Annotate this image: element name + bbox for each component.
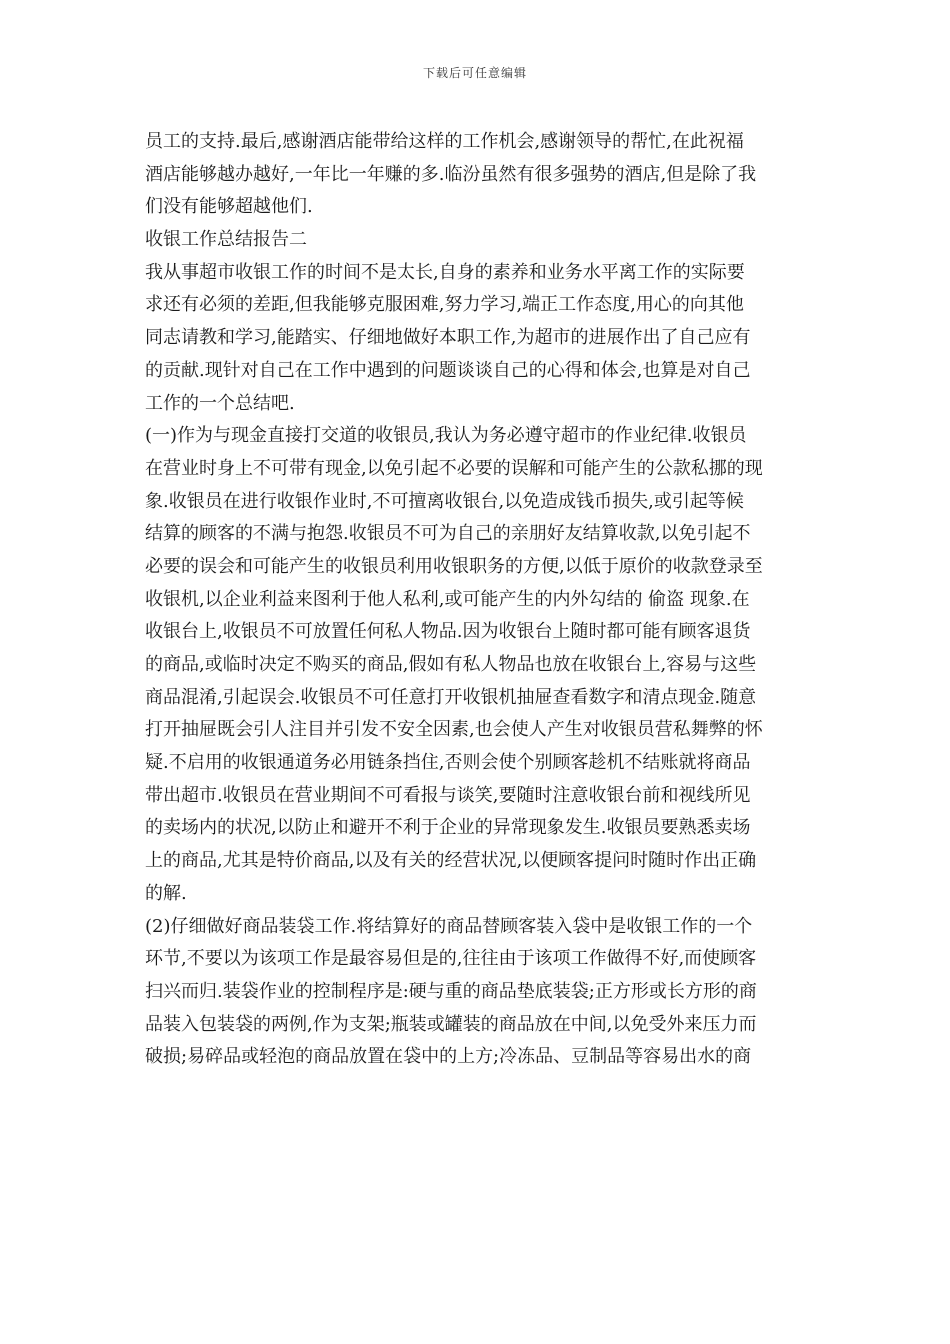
text-line: 求还有必须的差距,但我能够克服困难,努力学习,端正工作态度,用心的向其他	[145, 294, 744, 316]
text-line: 商品混淆,引起误会.收银员不可任意打开收银机抽屉查看数字和清点现金.随意	[145, 686, 757, 708]
text-line: 们没有能够超越他们.	[145, 196, 313, 218]
text-line: 在营业时身上不可带有现金,以免引起不必要的误解和可能产生的公款私挪的现	[145, 457, 763, 479]
section-heading: 收银工作总结报告二	[145, 229, 307, 251]
text-line: 的解.	[145, 882, 187, 904]
text-line: 的商品,或临时决定不购买的商品,假如有私人物品也放在收银台上,容易与这些	[145, 654, 757, 675]
text-line: 品装入包装袋的两例,作为支架;瓶装或罐装的商品放在中间,以免受外来压力而	[145, 1013, 757, 1035]
text-line: 扫兴而归.装袋作业的控制程序是:硬与重的商品垫底装袋;正方形或长方形的商	[145, 980, 757, 1002]
document-body	[145, 126, 810, 1074]
text-line: 带出超市.收银员在营业期间不可看报与谈笑,要随时注意收银台前和视线所见	[145, 784, 751, 806]
text-line: 同志请教和学习,能踏实、仔细地做好本职工作,为超市的进展作出了自己应有	[145, 327, 751, 349]
text-line: 结算的顾客的不满与抱怨.收银员不可为自己的亲朋好友结算收款,以免引起不	[145, 523, 751, 545]
text-line: 必要的误会和可能产生的收银员利用收银职务的方便,以低于原价的收款登录至	[145, 555, 763, 577]
text-line: 工作的一个总结吧.	[145, 392, 295, 414]
text-line: (一)作为与现金直接打交道的收银员,我认为务必遵守超市的作业纪律.收银员	[145, 425, 747, 447]
text-line: 打开抽屉既会引人注目并引发不安全因素,也会使人产生对收银员营私舞弊的怀	[145, 719, 763, 741]
text-line: 的贡献.现针对自己在工作中遇到的问题谈谈自己的心得和体会,也算是对自己	[145, 359, 751, 381]
text-line: 的卖场内的状况,以防止和避开不利于企业的异常现象发生.收银员要熟悉卖场	[145, 817, 751, 839]
text-line: 上的商品,尤其是特价商品,以及有关的经营状况,以便顾客提问时随时作出正确	[145, 850, 757, 872]
text-line: 酒店能够越办越好,一年比一年赚的多.临汾虽然有很多强势的酒店,但是除了我	[145, 163, 757, 185]
page-header: 下载后可任意编辑	[422, 66, 527, 80]
text-line: (2)仔细做好商品装袋工作.将结算好的商品替顾客装入袋中是收银工作的一个	[145, 915, 753, 937]
text-line: 我从事超市收银工作的时间不是太长,自身的素养和业务水平离工作的实际要	[145, 261, 745, 283]
text-line: 环节,不要以为该项工作是最容易但是的,往往由于该项工作做得不好,而使顾客	[145, 948, 757, 970]
text-line: 疑.不启用的收银通道务必用链条挡住,否则会使个别顾客趁机不结账就将商品	[145, 752, 751, 774]
text-line: 收银机,以企业利益来图利于他人私利,或可能产生的内外勾结的 偷盗 现象.在	[145, 588, 750, 610]
text-line: 象.收银员在进行收银作业时,不可擅离收银台,以免造成钱币损失,或引起等候	[145, 490, 744, 512]
text-line: 破损;易碎品或轻泡的商品放置在袋中的上方;冷冻品、豆制品等容易出水的商	[145, 1046, 752, 1068]
text-line: 收银台上,收银员不可放置任何私人物品.因为收银台上随时都可能有顾客退货	[145, 621, 751, 643]
text-line: 员工的支持.最后,感谢酒店能带给这样的工作机会,感谢领导的帮忙,在此祝福	[145, 131, 744, 152]
